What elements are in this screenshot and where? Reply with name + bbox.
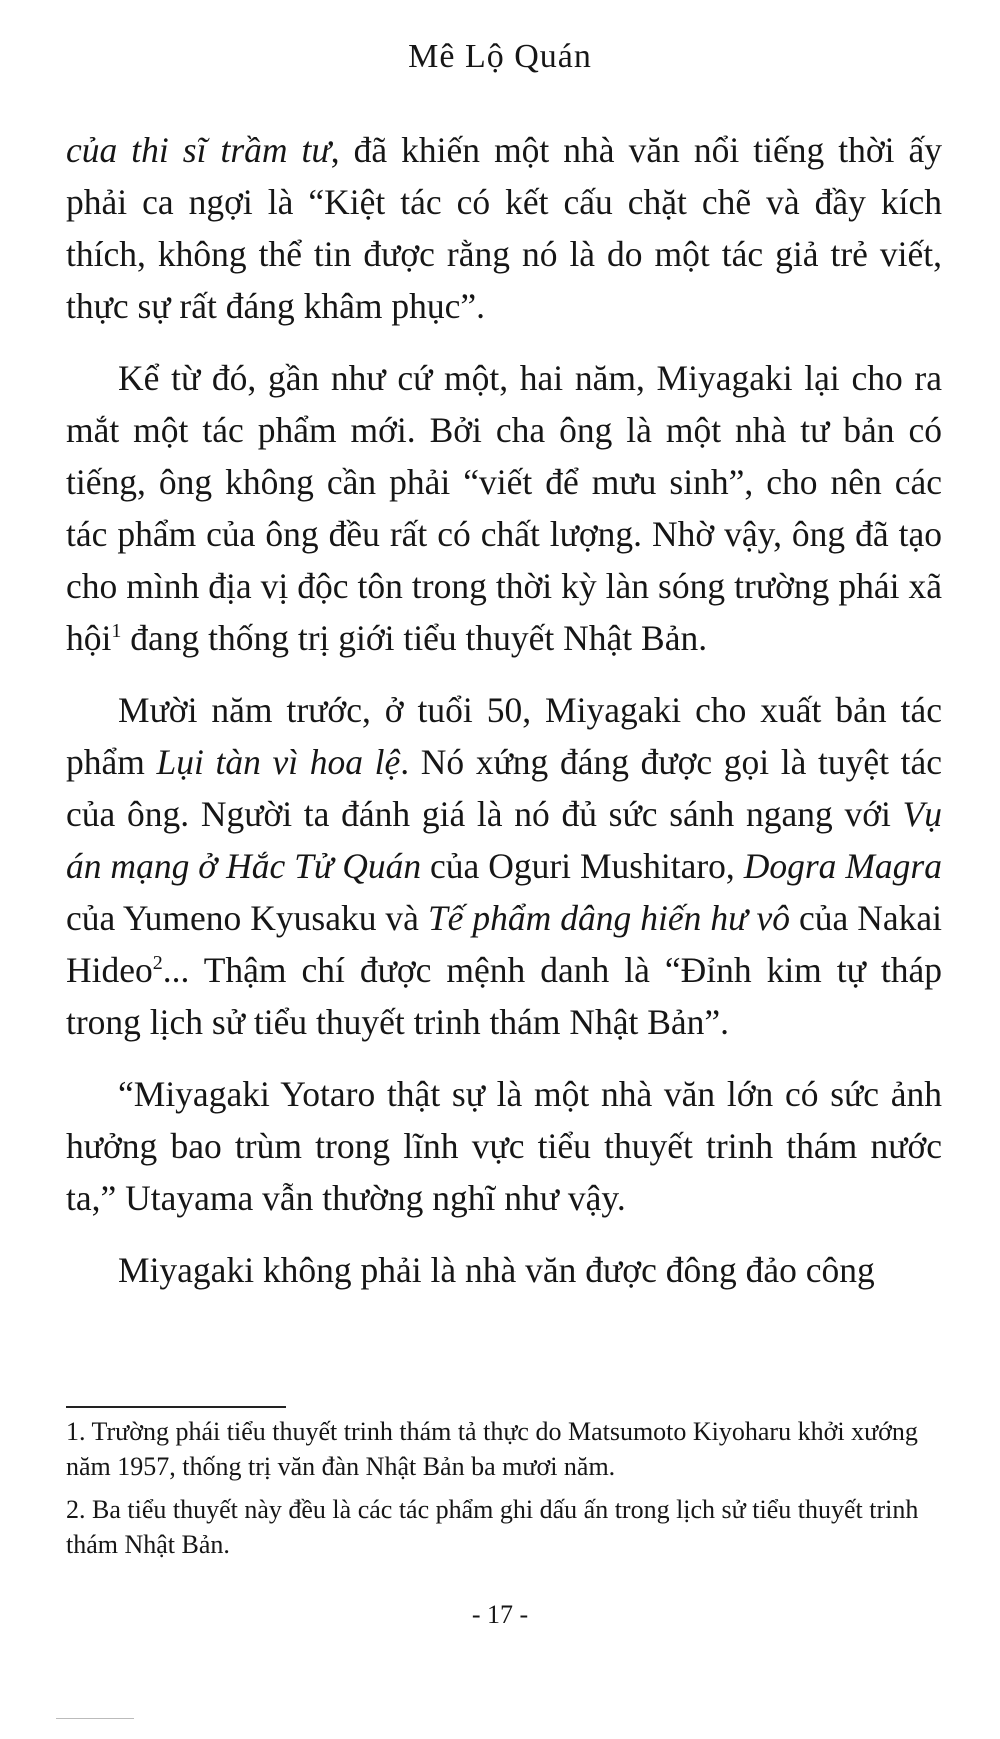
footnote-1: 1. Trường phái tiểu thuyết trinh thám tả thực do Matsumoto Kiyoharu khởi xướng năm 1957, thống trị văn đàn Nhật Bản ba mươi năm. xyxy=(66,1417,918,1481)
paragraph-3-text-5: của Nakai Hideo xyxy=(66,898,942,990)
paragraph-2-text-b: đang thống trị giới tiểu thuyết Nhật Bản. xyxy=(121,618,708,658)
footnote-ref-2[interactable]: 2 xyxy=(152,952,163,975)
italic-phrase: của thi sĩ trầm tư xyxy=(66,130,331,170)
book-title-2: Vụ án mạng ở Hắc Tử Quán xyxy=(66,794,942,886)
footnotes xyxy=(66,1414,942,1570)
running-header: Mê Lộ Quán xyxy=(408,38,592,75)
book-title-3: Dogra Magra xyxy=(743,846,942,886)
footnote-divider xyxy=(66,1406,286,1408)
footnote-ref-1[interactable]: 1 xyxy=(111,620,122,643)
paragraph-2-text-a: Kể từ đó, gần như cứ một, hai năm, Miyagaki lại cho ra mắt một tác phẩm mới. Bởi cha ông là một nhà tư bản có tiếng, ông không cần phải “viết để mưu sinh”, cho nên các tác phẩm của ông đều rất có chất lượng. Nhờ vậy, ông đã tạo cho mình địa vị độc tôn trong thời kỳ làn sóng trường phái xã hội xyxy=(66,358,942,658)
paragraph-3 xyxy=(66,684,942,1048)
body-text xyxy=(66,124,942,1316)
paragraph-3-text-6: ... Thậm chí được mệnh danh là “Đỉnh kim tự tháp trong lịch sử tiểu thuyết trinh thám Nhật Bản”. xyxy=(66,950,942,1042)
book-title-1: Lụi tàn vì hoa lệ xyxy=(156,742,401,782)
paragraph-3-text-3: của Oguri Mushitaro, xyxy=(421,846,744,886)
paragraph-2 xyxy=(66,352,942,664)
page-number: - 17 - xyxy=(471,1600,529,1629)
paragraph-3-text-4: của Yumeno Kyusaku và xyxy=(66,898,428,938)
scan-edge-mark xyxy=(56,1718,134,1719)
footnote-2: 2. Ba tiểu thuyết này đều là các tác phẩm ghi dấu ấn trong lịch sử tiểu thuyết trinh thám Nhật Bản. xyxy=(66,1495,919,1559)
paragraph-1 xyxy=(66,124,942,332)
paragraph-5: Miyagaki không phải là nhà văn được đông đảo công xyxy=(118,1250,875,1290)
paragraph-1-text: , đã khiến một nhà văn nổi tiếng thời ấy phải ca ngợi là “Kiệt tác có kết cấu chặt chẽ và đầy kích thích, không thể tin được rằng nó là do một tác giả trẻ viết, thực sự rất đáng khâm phục”. xyxy=(66,130,942,326)
paragraph-3-text-2: . Nó xứng đáng được gọi là tuyệt tác của ông. Người ta đánh giá là nó đủ sức sánh ngang với xyxy=(66,742,942,834)
paragraph-3-text-1: Mười năm trước, ở tuổi 50, Miyagaki cho xuất bản tác phẩm xyxy=(66,690,942,782)
paragraph-4: “Miyagaki Yotaro thật sự là một nhà văn lớn có sức ảnh hưởng bao trùm trong lĩnh vực tiểu thuyết trinh thám nước ta,” Utayama vẫn thường nghĩ như vậy. xyxy=(66,1074,942,1218)
book-title-4: Tế phẩm dâng hiến hư vô xyxy=(427,898,790,938)
